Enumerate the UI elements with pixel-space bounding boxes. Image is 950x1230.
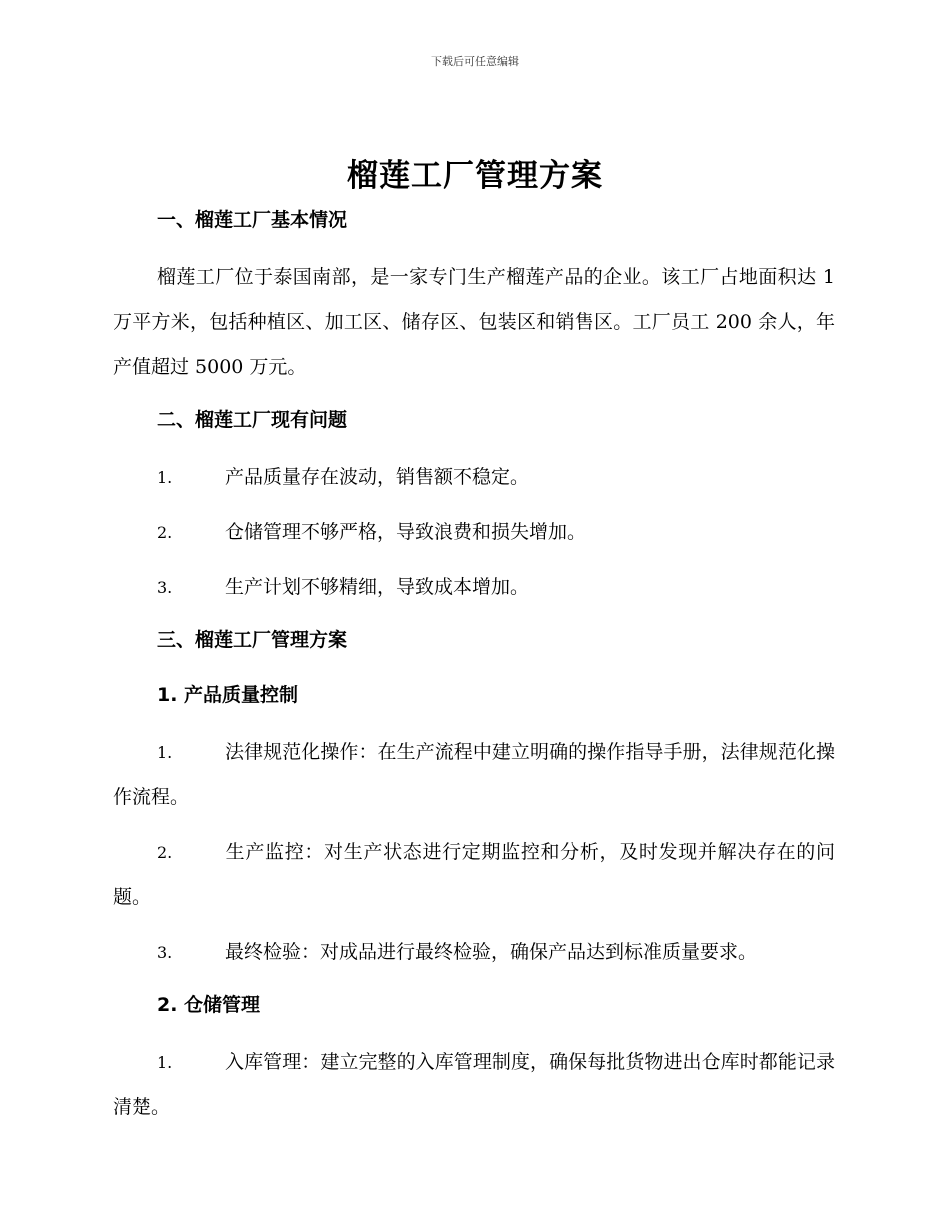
list-number: 1. bbox=[157, 468, 173, 487]
list-text: 最终检验：对成品进行最终检验，确保产品达到标准质量要求。 bbox=[225, 941, 758, 963]
list-item bbox=[113, 510, 835, 554]
list-item bbox=[113, 455, 835, 499]
list-text: 生产计划不够精细，导致成本增加。 bbox=[225, 576, 530, 598]
list-item bbox=[113, 1040, 835, 1129]
list-item bbox=[113, 830, 835, 919]
list-text: 法律规范化操作：在生产流程中建立明确的操作指导手册，法律规范化操作流程。 bbox=[113, 741, 835, 808]
list-text: 仓储管理不够严格，导致浪费和损失增加。 bbox=[225, 521, 587, 543]
list-number: 3. bbox=[157, 578, 173, 597]
list-number: 3. bbox=[157, 943, 173, 962]
subsection-1-heading: 1. 产品质量控制 bbox=[157, 684, 299, 706]
section-2-heading: 二、榴莲工厂现有问题 bbox=[157, 409, 348, 431]
list-number: 1. bbox=[157, 743, 173, 762]
document-body bbox=[113, 200, 835, 1140]
list-item bbox=[113, 930, 835, 974]
list-text: 产品质量存在波动，销售额不稳定。 bbox=[225, 466, 530, 488]
list-number: 1. bbox=[157, 1053, 173, 1072]
section-1-heading: 一、榴莲工厂基本情况 bbox=[157, 209, 348, 231]
subsection-2-heading: 2. 仓储管理 bbox=[157, 994, 261, 1016]
list-text: 入库管理：建立完整的入库管理制度，确保每批货物进出仓库时都能记录清楚。 bbox=[113, 1051, 835, 1118]
header-note: 下载后可任意编辑 bbox=[431, 55, 519, 68]
list-number: 2. bbox=[157, 523, 173, 542]
list-item bbox=[113, 730, 835, 819]
section-3-heading: 三、榴莲工厂管理方案 bbox=[157, 629, 348, 651]
section-1-paragraph: 榴莲工厂位于泰国南部，是一家专门生产榴莲产品的企业。该工厂占地面积达 1 万平方米，包括种植区、加工区、储存区、包装区和销售区。工厂员工 200 余人，年产值超过 5000 万元。 bbox=[113, 266, 835, 378]
list-item bbox=[113, 565, 835, 609]
list-number: 2. bbox=[157, 843, 173, 862]
list-text: 生产监控：对生产状态进行定期监控和分析，及时发现并解决存在的问题。 bbox=[113, 841, 835, 908]
document-title: 榴莲工厂管理方案 bbox=[347, 158, 603, 194]
